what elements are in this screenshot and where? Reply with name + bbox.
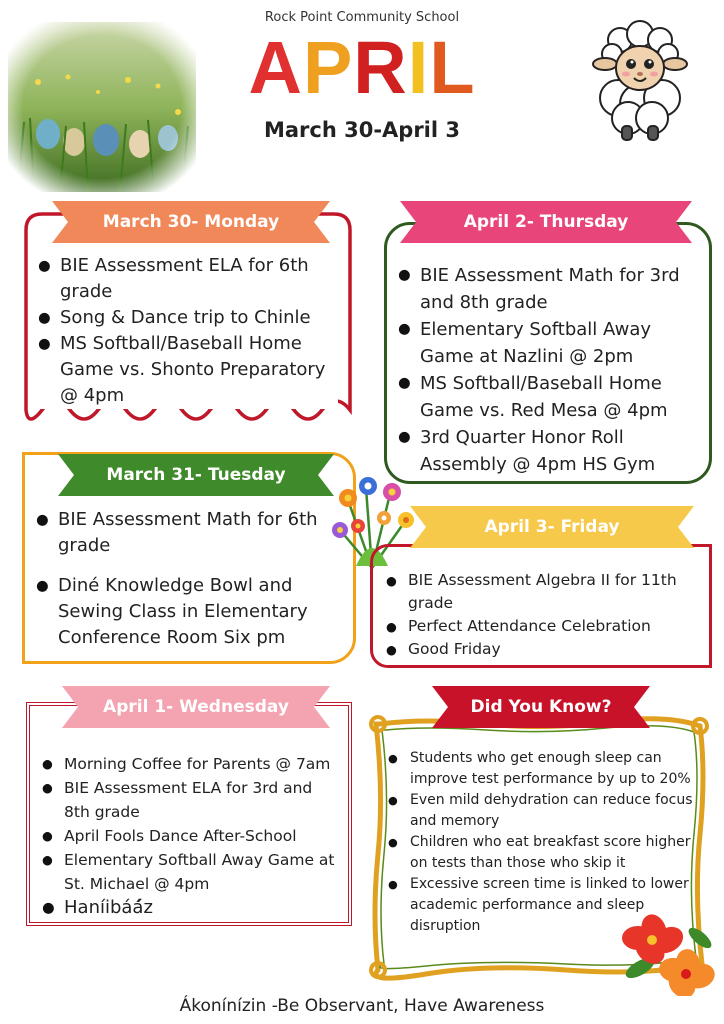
tuesday-heading: March 31- Tuesday	[106, 465, 286, 485]
list-item: ● Haníibáá́z	[64, 896, 342, 920]
tuesday-list	[36, 507, 336, 651]
list-item: ● BIE Assessment ELA for 3rd and 8th grade	[64, 776, 342, 824]
wednesday-heading: April 1- Wednesday	[103, 697, 289, 717]
title-letter: I	[407, 26, 430, 109]
lamb-icon	[588, 18, 692, 148]
wednesday-list	[42, 752, 342, 920]
did-you-know-heading: Did You Know?	[470, 697, 612, 717]
easter-eggs-photo	[8, 22, 196, 192]
list-item: ● Excessive screen time is linked to lower academic performance and sleep disruption	[410, 874, 698, 937]
list-item: ● MS Softball/Baseball Home Game vs. Red Mesa @ 4pm	[420, 370, 698, 424]
school-name: Rock Point Community School	[264, 10, 460, 25]
did-you-know-ribbon	[432, 686, 650, 728]
monday-heading: March 30- Monday	[102, 212, 280, 232]
list-item: ● Song & Dance trip to Chinle	[60, 305, 338, 331]
list-item: ● Elementary Softball Away Game at Nazlini @ 2pm	[420, 316, 698, 370]
title-letter: R	[353, 26, 408, 109]
wednesday-heading-ribbon	[62, 686, 330, 728]
title-letter: L	[429, 26, 476, 109]
monday-heading-ribbon	[52, 201, 330, 243]
list-item: ● BIE Assessment Math for 6th grade	[58, 507, 336, 559]
list-item: ● Morning Coffee for Parents @ 7am	[64, 752, 342, 776]
list-item: ● Even mild dehydration can reduce focus and memory	[410, 790, 698, 832]
list-item: ● April Fools Dance After-School	[64, 824, 342, 848]
thursday-heading-ribbon	[400, 201, 692, 243]
thursday-heading: April 2- Thursday	[463, 212, 629, 232]
thursday-list	[398, 262, 698, 478]
footer-motto: Ákonínízin -Be Observant, Have Awareness	[179, 996, 545, 1016]
list-item: ● Children who eat breakfast score higher on tests than those who skip it	[410, 832, 698, 874]
title-letter: P	[302, 26, 354, 109]
list-item: ● Good Friday	[408, 638, 696, 661]
friday-heading: April 3- Friday	[484, 517, 620, 537]
list-item: ● BIE Assessment Math for 3rd and 8th grade	[420, 262, 698, 316]
list-item: ● BIE Assessment Algebra II for 11th grade	[408, 569, 696, 615]
friday-heading-ribbon	[410, 506, 694, 548]
title-letter: A	[248, 26, 303, 109]
friday-list	[386, 569, 696, 661]
list-item: ● BIE Assessment ELA for 6th grade	[60, 253, 338, 305]
list-item: ● MS Softball/Baseball Home Game vs. Shonto Preparatory @ 4pm	[60, 331, 338, 409]
monday-list	[38, 253, 338, 409]
hibiscus-icon	[620, 908, 716, 996]
list-item: ● 3rd Quarter Honor Roll Assembly @ 4pm HS Gym	[420, 424, 698, 478]
week-dates: March 30-April 3	[263, 118, 461, 142]
list-item: ● Students who get enough sleep can improve test performance by up to 20%	[410, 748, 698, 790]
list-item: ● Perfect Attendance Celebration	[408, 615, 696, 638]
list-item: ● Diné Knowledge Bowl and Sewing Class in Elementary Conference Room Six pm	[58, 573, 336, 651]
tuesday-heading-ribbon	[58, 454, 334, 496]
list-item: ● Elementary Softball Away Game at St. Michael @ 4pm	[64, 848, 342, 896]
